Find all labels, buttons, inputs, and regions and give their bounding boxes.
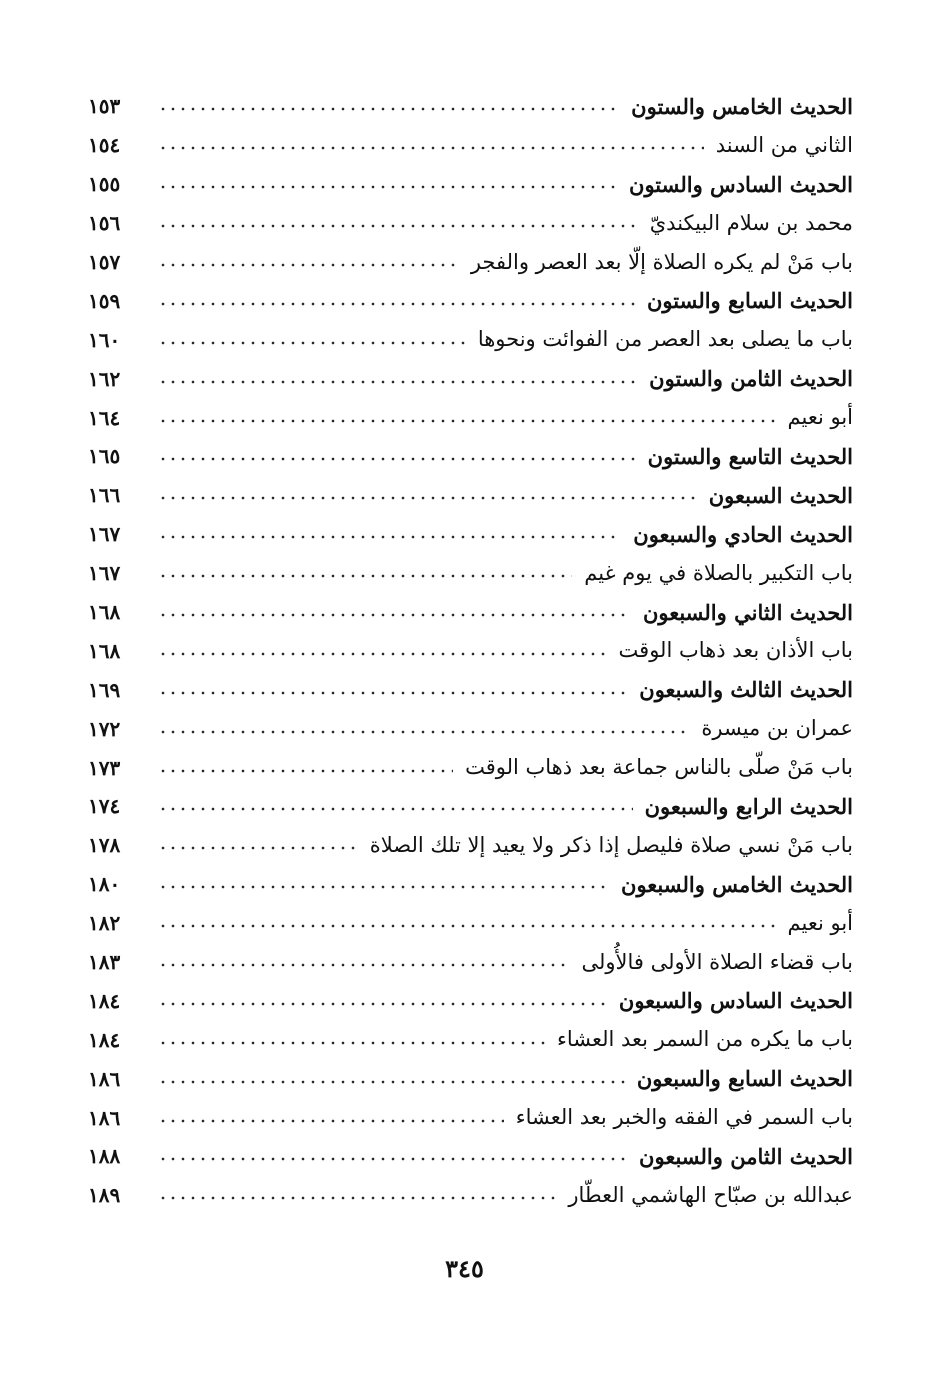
dot-leader — [158, 846, 358, 850]
entry-page-number: ١٧٢ — [88, 716, 121, 741]
entry-title: الثاني من السند — [715, 132, 853, 157]
dot-leader — [158, 769, 453, 773]
dot-leader — [158, 185, 617, 189]
entry-page-number: ١٨٤ — [88, 1027, 121, 1052]
entry-page-number: ١٥٣ — [88, 94, 121, 119]
entry-title: الحديث التاسع والستون — [647, 443, 853, 469]
entry-page-number: ١٨٨ — [88, 1144, 121, 1169]
entry-page-number: ١٦٥ — [88, 444, 121, 469]
dot-leader — [158, 496, 697, 500]
entry-title: الحديث السادس والستون — [629, 171, 853, 197]
dot-leader — [158, 1157, 627, 1161]
dot-leader — [158, 1080, 625, 1084]
dot-leader — [158, 457, 636, 461]
entry-title: باب ما يكره من السمر بعد العشاء — [556, 1027, 853, 1052]
entry-page-number: ١٦٧ — [88, 561, 121, 586]
entry-page-number: ١٧٨ — [88, 833, 121, 858]
entry-title: الحديث الخامس والسبعون — [621, 871, 853, 897]
entry-title: محمد بن سلام البيكنديّ — [649, 210, 853, 235]
dot-leader — [158, 1196, 556, 1200]
dot-leader — [158, 963, 569, 967]
dot-leader — [158, 224, 638, 228]
toc-entry — [88, 243, 853, 282]
dot-leader — [158, 574, 572, 578]
toc-entry — [88, 165, 853, 204]
entry-title: الحديث الحادي والسبعون — [633, 521, 853, 547]
entry-title: باب مَنْ صلّى بالناس جماعة بعد ذهاب الوقت — [465, 755, 853, 780]
entry-title: الحديث السابع والسبعون — [636, 1066, 853, 1092]
toc-entry — [88, 320, 853, 359]
entry-title: الحديث السادس والسبعون — [618, 988, 853, 1014]
entry-page-number: ١٦٢ — [88, 366, 121, 391]
entry-title: الحديث الثالث والسبعون — [639, 677, 853, 703]
entry-title: الحديث الثامن والسبعون — [639, 1143, 853, 1169]
toc-entry — [88, 1137, 853, 1176]
entry-title: باب مَنْ نسي صلاة فليصل إذا ذكر ولا يعيد إلا تلك الصلاة — [369, 832, 853, 857]
entry-page-number: ١٨٦ — [88, 1105, 121, 1130]
entry-title: باب الأذان بعد ذهاب الوقت — [618, 638, 853, 663]
dot-leader — [158, 263, 459, 267]
entry-page-number: ١٨٣ — [88, 950, 121, 975]
entry-title: عبدالله بن صبّاح الهاشمي العطّار — [568, 1182, 853, 1207]
dot-leader — [158, 1002, 607, 1006]
page-number: ٣٤٥ — [445, 1254, 484, 1283]
dot-leader — [158, 302, 635, 306]
entry-page-number: ١٨٤ — [88, 988, 121, 1013]
toc-entry — [88, 126, 853, 165]
entry-page-number: ١٨٦ — [88, 1066, 121, 1091]
entry-page-number: ١٥٤ — [88, 133, 121, 158]
entry-title: الحديث الرابع والسبعون — [644, 793, 853, 819]
toc-entry — [88, 87, 853, 126]
toc-entry — [88, 865, 853, 904]
entry-page-number: ١٦٤ — [88, 405, 121, 430]
dot-leader — [158, 419, 776, 423]
toc-entry — [88, 631, 853, 670]
toc-entry — [88, 1020, 853, 1059]
entry-page-number: ١٦٠ — [88, 327, 121, 352]
dot-leader — [158, 613, 631, 617]
toc-entry — [88, 359, 853, 398]
entry-title: الحديث الثاني والسبعون — [642, 599, 853, 625]
dot-leader — [158, 341, 466, 345]
dot-leader — [158, 885, 609, 889]
dot-leader — [158, 807, 633, 811]
toc-entry — [88, 904, 853, 943]
entry-page-number: ١٨٢ — [88, 911, 121, 936]
dot-leader — [158, 535, 621, 539]
dot-leader — [158, 1119, 504, 1123]
entry-title: باب التكبير بالصلاة في يوم غيم — [584, 560, 853, 585]
toc-entry — [88, 826, 853, 865]
toc-entry — [88, 709, 853, 748]
entry-page-number: ١٦٩ — [88, 677, 121, 702]
dot-leader — [158, 1041, 545, 1045]
toc-entry — [88, 1059, 853, 1098]
table-of-contents — [88, 87, 853, 1215]
entry-page-number: ١٨٠ — [88, 872, 121, 897]
toc-entry — [88, 593, 853, 632]
toc-entry — [88, 476, 853, 515]
entry-page-number: ١٦٨ — [88, 638, 121, 663]
entry-page-number: ١٥٦ — [88, 211, 121, 236]
entry-title: الحديث السابع والستون — [646, 288, 853, 314]
toc-entry — [88, 1098, 853, 1137]
entry-title: أبو نعيم — [787, 910, 853, 935]
dot-leader — [158, 730, 689, 734]
entry-title: الحديث الخامس والستون — [631, 93, 853, 119]
entry-page-number: ١٦٧ — [88, 522, 121, 547]
toc-entry — [88, 981, 853, 1020]
entry-title: أبو نعيم — [787, 405, 853, 430]
toc-entry — [88, 748, 853, 787]
dot-leader — [158, 691, 627, 695]
dot-leader — [158, 380, 637, 384]
dot-leader — [158, 107, 619, 111]
dot-leader — [158, 924, 776, 928]
entry-page-number: ١٨٩ — [88, 1183, 121, 1208]
entry-title: الحديث الثامن والستون — [649, 366, 853, 392]
entry-title: باب قضاء الصلاة الأولى فالأُولى — [581, 949, 853, 974]
entry-page-number: ١٥٩ — [88, 288, 121, 313]
entry-page-number: ١٧٤ — [88, 794, 121, 819]
toc-entry — [88, 204, 853, 243]
toc-entry — [88, 943, 853, 982]
toc-entry — [88, 398, 853, 437]
toc-entry — [88, 437, 853, 476]
dot-leader — [158, 652, 607, 656]
toc-entry — [88, 515, 853, 554]
entry-page-number: ١٧٣ — [88, 755, 121, 780]
toc-entry — [88, 670, 853, 709]
entry-title: عمران بن ميسرة — [701, 716, 853, 741]
dot-leader — [158, 146, 704, 150]
entry-title: باب مَنْ لم يكره الصلاة إلّا بعد العصر والفجر — [470, 249, 853, 274]
entry-page-number: ١٦٨ — [88, 600, 121, 625]
entry-page-number: ١٦٦ — [88, 483, 121, 508]
entry-title: باب السمر في الفقه والخبر بعد العشاء — [515, 1105, 853, 1130]
entry-page-number: ١٥٧ — [88, 250, 121, 274]
toc-entry — [88, 787, 853, 826]
entry-title: الحديث السبعون — [708, 482, 853, 508]
entry-page-number: ١٥٥ — [88, 172, 121, 197]
toc-entry — [88, 554, 853, 593]
toc-entry — [88, 1176, 853, 1215]
entry-title: باب ما يصلى بعد العصر من الفوائت ونحوها — [477, 327, 853, 352]
toc-entry — [88, 281, 853, 320]
